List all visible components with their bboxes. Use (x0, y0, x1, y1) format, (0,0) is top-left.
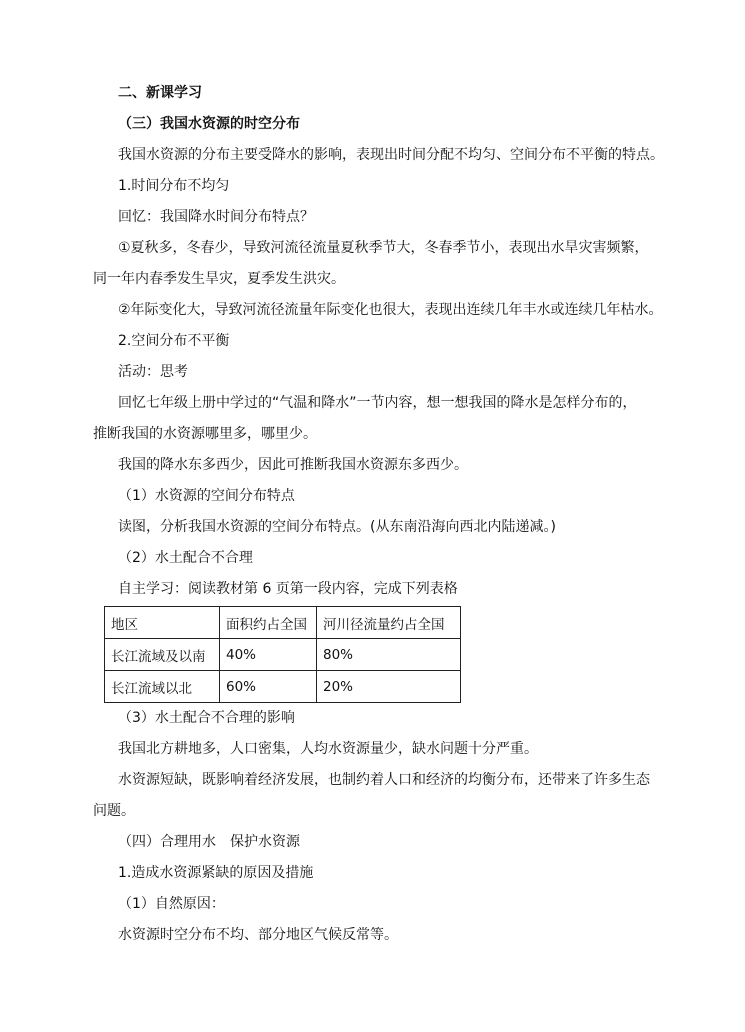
point1-line2: 同一年内春季发生旱灾，夏季发生洪灾。 (93, 271, 345, 287)
water-land-table (104, 606, 461, 703)
subheading-space: 2.空间分布不平衡 (118, 333, 230, 349)
table-cell: 长江流域以北 (105, 671, 220, 703)
cause-title: 1.造成水资源紧缺的原因及措施 (118, 865, 314, 881)
table-cell: 20% (317, 671, 461, 703)
table-cell: 60% (220, 671, 317, 703)
answer: 我国的降水东多西少，因此可推断我国水资源东多西少。 (118, 457, 468, 473)
table-header-cell: 地区 (105, 607, 220, 639)
point2: ②年际变化大，导致河流径流量年际变化也很大，表现出连续几年丰水或连续几年枯水。 (118, 302, 663, 318)
subheading-time: 1.时间分布不均匀 (118, 178, 230, 194)
shortage-line2: 问题。 (93, 803, 135, 819)
table-cell: 40% (220, 639, 317, 671)
table-header-row (105, 607, 461, 639)
natural-cause-desc: 水资源时空分布不均、部分地区气候反常等。 (118, 927, 398, 943)
section3-title: （三）我国水资源的时空分布 (118, 116, 300, 132)
table-header-cell: 面积约占全国 (220, 607, 317, 639)
think-line2: 推断我国的水资源哪里多，哪里少。 (93, 426, 317, 442)
activity-label: 活动：思考 (118, 364, 188, 380)
self-study: 自主学习：阅读教材第 6 页第一段内容，完成下列表格 (118, 581, 458, 597)
table-row (105, 671, 461, 703)
read-map: 读图，分析我国水资源的空间分布特点。(从东南沿海向西北内陆递减。) (118, 519, 556, 535)
table-header-cell: 河川径流量约占全国 (317, 607, 461, 639)
item2-title: （2）水土配合不合理 (118, 550, 253, 566)
table-cell: 80% (317, 639, 461, 671)
point1-line1: ①夏秋多，冬春少，导致河流径流量夏秋季节大，冬春季节小，表现出水旱灾害频繁， (118, 240, 649, 256)
shortage-line1: 水资源短缺，既影响着经济发展，也制约着人口和经济的均衡分布，还带来了许多生态 (118, 772, 650, 788)
table-cell: 长江流域及以南 (105, 639, 220, 671)
heading: 二、新课学习 (118, 85, 202, 101)
natural-cause-title: （1）自然原因： (118, 896, 225, 912)
recall-question: 回忆：我国降水时间分布特点？ (118, 209, 314, 225)
north-paragraph: 我国北方耕地多，人口密集，人均水资源量少，缺水问题十分严重。 (118, 741, 538, 757)
intro-paragraph: 我国水资源的分布主要受降水的影响，表现出时间分配不均匀、空间分布不平衡的特点。 (118, 147, 664, 163)
think-line1: 回忆七年级上册中学过的“气温和降水”一节内容，想一想我国的降水是怎样分布的， (118, 395, 637, 411)
table-row (105, 639, 461, 671)
item3-title: （3）水土配合不合理的影响 (118, 710, 295, 726)
item1-title: （1）水资源的空间分布特点 (118, 488, 295, 504)
section4-title: （四）合理用水 保护水资源 (118, 834, 300, 850)
